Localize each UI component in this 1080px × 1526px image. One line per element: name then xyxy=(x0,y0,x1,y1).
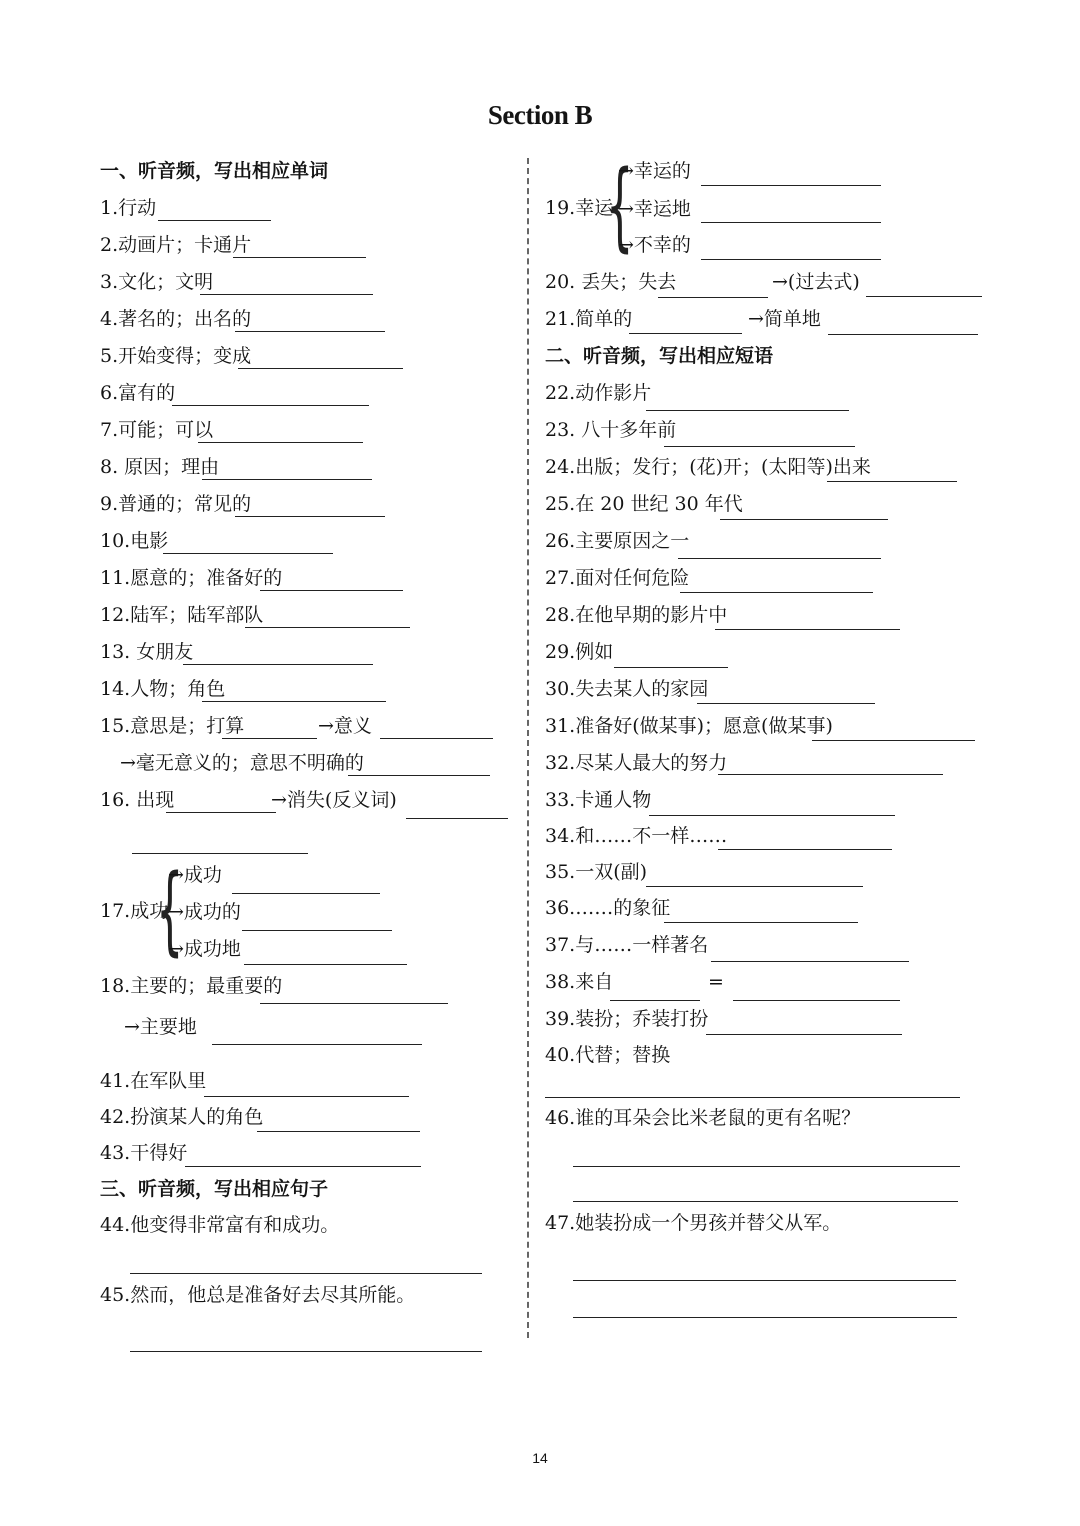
item-30: 30.失去某人的家园 xyxy=(545,678,709,700)
item-15-meaningless: →毫无意义的；意思不明确的 xyxy=(120,752,364,774)
answer-line-38a[interactable] xyxy=(610,1000,700,1001)
answer-line-21a[interactable] xyxy=(629,333,742,334)
item-41: 41.在军队里 xyxy=(100,1070,207,1092)
item-23: 23. 八十多年前 xyxy=(545,419,677,441)
item-19: 19.幸运 xyxy=(545,197,614,219)
item-17: 17.成功 xyxy=(100,900,169,922)
item-17-successfully: →成功地 xyxy=(168,938,241,960)
item-46: 46.谁的耳朵会比米老鼠的更有名呢？ xyxy=(545,1107,861,1129)
answer-line-17b[interactable] xyxy=(242,930,392,931)
answer-line-25[interactable] xyxy=(720,519,888,520)
answer-line-47b[interactable] xyxy=(573,1317,957,1318)
answer-line-37[interactable] xyxy=(711,961,909,962)
item-29: 29.例如 xyxy=(545,641,614,663)
item-7: 7.可能；可以 xyxy=(100,419,214,441)
answer-line-2[interactable] xyxy=(233,257,366,258)
answer-line-10[interactable] xyxy=(163,553,333,554)
answer-line-34[interactable] xyxy=(718,849,892,850)
item-35: 35.一双(副) xyxy=(545,861,648,883)
answer-line-19a[interactable] xyxy=(701,185,881,186)
item-18: 18.主要的；最重要的 xyxy=(100,975,283,997)
answer-line-15b[interactable] xyxy=(380,738,493,739)
item-10: 10.电影 xyxy=(100,530,169,552)
item-21-simply: →简单地 xyxy=(748,308,821,330)
answer-line-13[interactable] xyxy=(183,664,373,665)
brace-19: { xyxy=(606,150,634,262)
answer-line-29[interactable] xyxy=(614,667,728,668)
item-19-unlucky: →不幸的 xyxy=(618,234,691,256)
answer-line-6[interactable] xyxy=(172,405,369,406)
item-44: 44.他变得非常富有和成功。 xyxy=(100,1214,340,1236)
answer-line-36[interactable] xyxy=(664,922,858,923)
answer-line-7[interactable] xyxy=(198,442,363,443)
answer-line-17c[interactable] xyxy=(244,964,407,965)
answer-line-46b[interactable] xyxy=(573,1201,958,1202)
item-33: 33.卡通人物 xyxy=(545,789,652,811)
item-18-mainly: →主要地 xyxy=(124,1016,197,1038)
item-25: 25.在 20 世纪 30 年代 xyxy=(545,493,743,515)
item-26: 26.主要原因之一 xyxy=(545,530,690,552)
answer-line-4[interactable] xyxy=(235,331,385,332)
answer-line-47a[interactable] xyxy=(573,1280,956,1281)
item-11: 11.愿意的；准备好的 xyxy=(100,567,283,589)
answer-line-39[interactable] xyxy=(706,1034,902,1035)
answer-line-5[interactable] xyxy=(238,368,403,369)
item-28: 28.在他早期的影片中 xyxy=(545,604,728,626)
answer-line-31[interactable] xyxy=(812,740,975,741)
item-20: 20. 丢失；失去 xyxy=(545,271,677,293)
item-1: 1.行动 xyxy=(100,197,157,219)
heading-sentences: 三、听音频，写出相应句子 xyxy=(100,1178,329,1200)
answer-line-18a[interactable] xyxy=(260,1003,448,1004)
answer-line-15a[interactable] xyxy=(222,738,317,739)
answer-line-15c[interactable] xyxy=(348,775,490,776)
item-13: 13. 女朋友 xyxy=(100,641,194,663)
answer-line-27[interactable] xyxy=(680,592,873,593)
item-2: 2.动画片；卡通片 xyxy=(100,234,252,256)
answer-line-22[interactable] xyxy=(646,410,849,411)
answer-line-16b[interactable] xyxy=(406,818,508,819)
answer-line-20a[interactable] xyxy=(658,297,768,298)
item-38: 38.来自 xyxy=(545,971,614,993)
item-31: 31.准备好(做某事)；愿意(做某事) xyxy=(545,715,833,737)
item-16: 16. 出现 xyxy=(100,789,175,811)
item-16-disappear: →消失(反义词) xyxy=(271,789,397,811)
item-17-successful: →成功的 xyxy=(168,901,241,923)
item-43: 43.干得好 xyxy=(100,1142,188,1164)
answer-line-14[interactable] xyxy=(202,701,386,702)
answer-line-3[interactable] xyxy=(200,294,373,295)
answer-line-24[interactable] xyxy=(827,481,957,482)
answer-line-18b[interactable] xyxy=(212,1044,422,1045)
answer-line-19b[interactable] xyxy=(701,222,881,223)
section-title: Section B xyxy=(487,100,593,130)
item-21: 21.简单的 xyxy=(545,308,633,330)
answer-line-33[interactable] xyxy=(649,815,895,816)
answer-line-21b[interactable] xyxy=(828,334,978,335)
answer-line-28[interactable] xyxy=(715,629,900,630)
item-12: 12.陆军；陆军部队 xyxy=(100,604,264,626)
answer-line-38b[interactable] xyxy=(733,1000,900,1001)
answer-line-41[interactable] xyxy=(204,1096,409,1097)
answer-line-11[interactable] xyxy=(260,590,403,591)
item-36: 36.……的象征 xyxy=(545,897,671,919)
item-27: 27.面对任何危险 xyxy=(545,567,690,589)
answer-line-40[interactable] xyxy=(545,1097,960,1098)
answer-line-17a[interactable] xyxy=(232,893,380,894)
answer-line-32[interactable] xyxy=(718,774,943,775)
answer-line-45[interactable] xyxy=(130,1351,482,1352)
item-32: 32.尽某人最大的努力 xyxy=(545,752,728,774)
item-39: 39.装扮；乔装打扮 xyxy=(545,1008,709,1030)
answer-line-16a[interactable] xyxy=(166,812,276,813)
item-5: 5.开始变得；变成 xyxy=(100,345,252,367)
item-24: 24.出版；发行；(花)开；(太阳等)出来 xyxy=(545,456,871,478)
answer-line-12[interactable] xyxy=(245,627,410,628)
item-47: 47.她装扮成一个男孩并替父从军。 xyxy=(545,1212,842,1234)
brace-17: { xyxy=(156,854,184,966)
item-4: 4.著名的；出名的 xyxy=(100,308,252,330)
column-divider xyxy=(527,158,529,1338)
answer-line-26[interactable] xyxy=(678,558,881,559)
heading-phrases: 二、听音频，写出相应短语 xyxy=(545,345,774,367)
item-34: 34.和……不一样…… xyxy=(545,825,728,847)
item-42: 42.扮演某人的角色 xyxy=(100,1106,264,1128)
item-40: 40.代替；替换 xyxy=(545,1044,671,1066)
answer-line-8[interactable] xyxy=(202,479,372,480)
answer-line-9[interactable] xyxy=(235,516,385,517)
item-45: 45.然而，他总是准备好去尽其所能。 xyxy=(100,1284,416,1306)
item-6: 6.富有的 xyxy=(100,382,176,404)
answer-line-46a[interactable] xyxy=(573,1166,960,1167)
item-3: 3.文化；文明 xyxy=(100,271,214,293)
answer-line-35[interactable] xyxy=(646,886,863,887)
heading-words: 一、听音频，写出相应单词 xyxy=(100,160,329,182)
item-20-past: →(过去式) xyxy=(772,271,860,293)
answer-line-43[interactable] xyxy=(185,1166,421,1167)
item-9: 9.普通的；常见的 xyxy=(100,493,252,515)
item-15-meaning: →意义 xyxy=(318,715,372,737)
item-22: 22.动作影片 xyxy=(545,382,652,404)
answer-line-42[interactable] xyxy=(257,1131,420,1132)
item-8: 8. 原因；理由 xyxy=(100,456,220,478)
item-19-luckily: →幸运地 xyxy=(618,198,691,220)
answer-line-44[interactable] xyxy=(130,1273,482,1274)
item-37: 37.与……一样著名 xyxy=(545,934,709,956)
item-15: 15.意思是；打算 xyxy=(100,715,245,737)
answer-line-19c[interactable] xyxy=(701,259,881,260)
item-17-success: →成功 xyxy=(168,864,222,886)
answer-line-23[interactable] xyxy=(664,446,855,447)
item-14: 14.人物；角色 xyxy=(100,678,226,700)
answer-line-30[interactable] xyxy=(697,703,875,704)
item-19-lucky: →幸运的 xyxy=(618,160,691,182)
page-number: 14 xyxy=(532,1450,548,1466)
answer-line-20b[interactable] xyxy=(866,296,982,297)
answer-line-1[interactable] xyxy=(158,220,271,221)
item-38-equals: = xyxy=(708,971,724,993)
